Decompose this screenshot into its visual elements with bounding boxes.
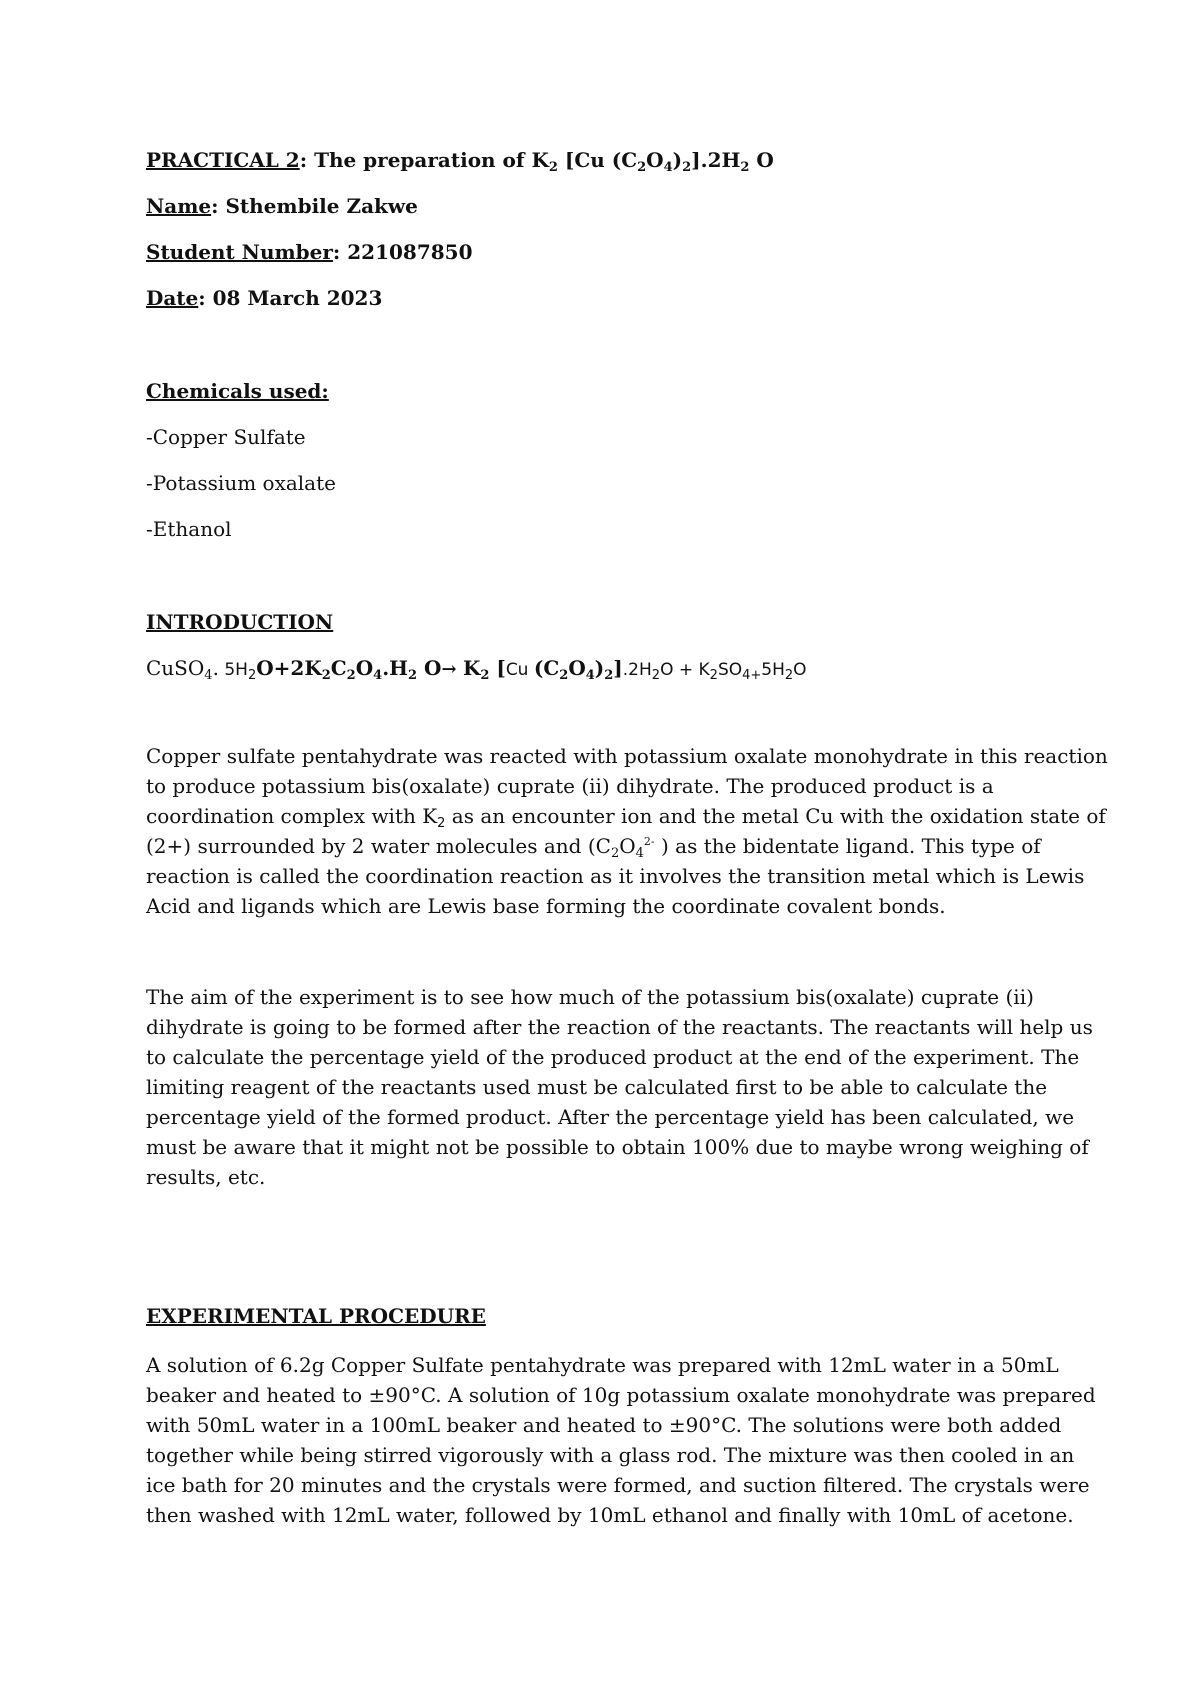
student-number-value: : 221087850 bbox=[332, 240, 473, 264]
paragraph-line: to produce potassium bis(oxalate) cuprate (ii) dihydrate. The produced product is a bbox=[146, 774, 994, 798]
paragraph-line: must be aware that it might not be possible to obtain 100% due to maybe wrong weighing of bbox=[146, 1135, 1089, 1159]
paragraph-line: beaker and heated to ±90°C. A solution of 10g potassium oxalate monohydrate was prepared bbox=[146, 1383, 1096, 1407]
date-line bbox=[146, 286, 1076, 310]
introduction-paragraph-2 bbox=[146, 982, 1093, 1192]
practical-text: : The preparation of K bbox=[299, 148, 549, 172]
paragraph-line: ice bath for 20 minutes and the crystals were formed, and suction filtered. The crystals were bbox=[146, 1473, 1090, 1497]
procedure-title: EXPERIMENTAL PROCEDURE bbox=[146, 1304, 486, 1328]
student-number-line bbox=[146, 240, 1076, 264]
paragraph-line: dihydrate is going to be formed after the reaction of the reactants. The reactants will help us bbox=[146, 1015, 1093, 1039]
reaction-equation: CuSO$_4$. $5H_2O+2K_2C_2O_4.H_2$ $O\to K_2$ [Cu $(C_2O_4)_2].2H_2O + K_2SO_{4+}5H_2O$ bbox=[146, 656, 807, 683]
paragraph-line: reaction is called the coordination reaction as it involves the transition metal which is Lewis bbox=[146, 864, 1085, 888]
date-value: : 08 March 2023 bbox=[198, 286, 383, 310]
chemical-item: -Copper Sulfate bbox=[146, 425, 306, 449]
paragraph-line: (2+) surrounded by 2 water molecules and ($C_2O_4^{2-}$ ) as the bidentate ligand. This type of bbox=[146, 834, 1041, 861]
paragraph-line: Acid and ligands which are Lewis base forming the coordinate covalent bonds. bbox=[146, 894, 946, 918]
procedure-paragraph bbox=[146, 1350, 1096, 1530]
chemical-item: -Potassium oxalate bbox=[146, 471, 336, 495]
paragraph-line: Copper sulfate pentahydrate was reacted with potassium oxalate monohydrate in this reaction bbox=[146, 744, 1108, 768]
paragraph-line: The aim of the experiment is to see how much of the potassium bis(oxalate) cuprate (ii) bbox=[146, 985, 1034, 1009]
introduction-paragraph-1 bbox=[146, 741, 1108, 921]
paragraph-line: A solution of 6.2g Copper Sulfate pentahydrate was prepared with 12mL water in a 50mL bbox=[146, 1353, 1059, 1377]
paragraph-line: results, etc. bbox=[146, 1165, 266, 1189]
student-number-label: Student Number bbox=[146, 240, 333, 264]
introduction-title: INTRODUCTION bbox=[146, 610, 334, 634]
practical-title: PRACTICAL 2: The preparation of $K_2$ [Cu $(C_2O_4)_2].2H_2$ O bbox=[146, 148, 774, 175]
name-value: : Sthembile Zakwe bbox=[211, 194, 418, 218]
chemical-item: -Ethanol bbox=[146, 517, 232, 541]
paragraph-line: coordination complex with $K_2$ as an encounter ion and the metal Cu with the oxidation state of bbox=[146, 804, 1106, 831]
practical-label: PRACTICAL 2 bbox=[146, 148, 300, 172]
paragraph-line: together while being stirred vigorously with a glass rod. The mixture was then cooled in an bbox=[146, 1443, 1075, 1467]
date-label: Date bbox=[146, 286, 199, 310]
chemicals-title: Chemicals used: bbox=[146, 379, 329, 403]
paragraph-line: with 50mL water in a 100mL beaker and heated to ±90°C. The solutions were both added bbox=[146, 1413, 1062, 1437]
paragraph-line: to calculate the percentage yield of the produced product at the end of the experiment. The bbox=[146, 1045, 1080, 1069]
name-label: Name bbox=[146, 194, 212, 218]
paragraph-line: then washed with 12mL water, followed by 10mL ethanol and finally with 10mL of acetone. bbox=[146, 1503, 1074, 1527]
paragraph-line: percentage yield of the formed product. After the percentage yield has been calculated, we bbox=[146, 1105, 1075, 1129]
name-line bbox=[146, 194, 1076, 218]
paragraph-line: limiting reagent of the reactants used must be calculated first to be able to calculate the bbox=[146, 1075, 1048, 1099]
